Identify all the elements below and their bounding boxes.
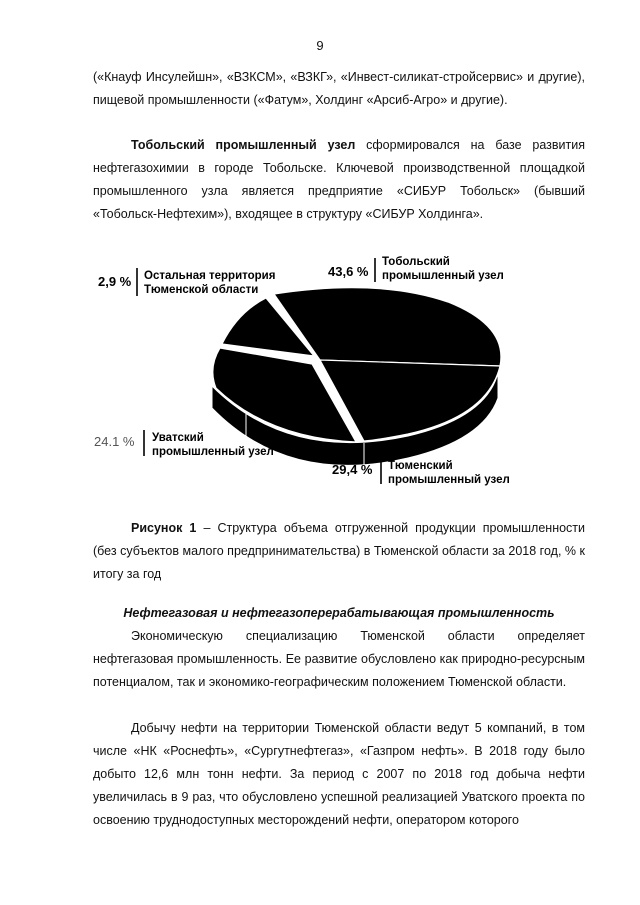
pie-chart	[88, 248, 548, 498]
label-tobolsk-line1: Тобольский	[382, 256, 450, 268]
label-tyumen-line1: Тюменский	[388, 460, 453, 472]
figure-caption-text: – Структура объема отгруженной продукции промышленности (без субъектов малого предпринимательства) в Тюменской области за 2018 год, % к итогу за год	[93, 521, 586, 581]
label-other-line1: Остальная территория	[144, 270, 276, 282]
section-heading: Нефтегазовая и нефтегазоперерабатывающая промышленность	[123, 606, 555, 620]
label-other	[98, 268, 275, 296]
label-uvat-pct: 24.1 %	[94, 434, 135, 449]
label-tyumen-line2: промышленный узел	[388, 474, 510, 486]
label-other-line2: Тюменской области	[144, 284, 259, 296]
pie-body	[212, 288, 501, 466]
paragraph-oil-production: Добычу нефти на территории Тюменской области ведут 5 компаний, в том числе «НК «Роснефть», «Сургутнефтегаз», «Газпром нефть». В 2018 году было добыто 12,6 млн тонн нефти. За период с 2007 по 2018 год добыча нефти увеличилась в 9 раз, что обусловлено успешной реализацией Уватского проекта по освоению труднодоступных месторождений нефти, оператором которого	[93, 721, 585, 827]
label-tobolsk-line2: промышленный узел	[382, 270, 504, 282]
label-tyumen-pct: 29,4 %	[332, 462, 373, 477]
label-uvat-line1: Уватский	[152, 432, 204, 444]
tobolsk-text: сформировался на базе развития нефтегазохимии в городе Тобольске. Ключевой производственной площадкой промышленного узла является предприятие «СИБУР Тобольск» (бывший «Тобольск-Нефтехим»), входящее в структуру «СИБУР Холдинга».	[93, 138, 585, 221]
label-uvat-line2: промышленный узел	[152, 446, 274, 458]
tobolsk-term: Тобольский промышленный узел	[131, 138, 356, 152]
label-tobolsk	[328, 256, 504, 282]
label-other-pct: 2,9 %	[98, 274, 132, 289]
paragraph-specialization: Экономическую специализацию Тюменской области определяет нефтегазовая промышленность. Ее развитие обусловлено как природно-ресурсным потенциалом, так и экономико-географическим положением Тюменской области.	[93, 629, 585, 689]
tobolsk-paragraph	[93, 134, 585, 226]
page-number: 9	[316, 38, 324, 53]
figure-caption	[93, 517, 585, 586]
figure-caption-label: Рисунок 1	[131, 521, 197, 535]
intro-paragraph: («Кнауф Инсулейшн», «ВЗКСМ», «ВЗКГ», «Инвест-силикат-стройсервис» и другие), пищевой промышленности («Фатум», Холдинг «Арсиб-Агро» и другие).	[93, 70, 585, 107]
label-tyumen	[332, 458, 510, 486]
label-tobolsk-pct: 43,6 %	[328, 264, 369, 279]
